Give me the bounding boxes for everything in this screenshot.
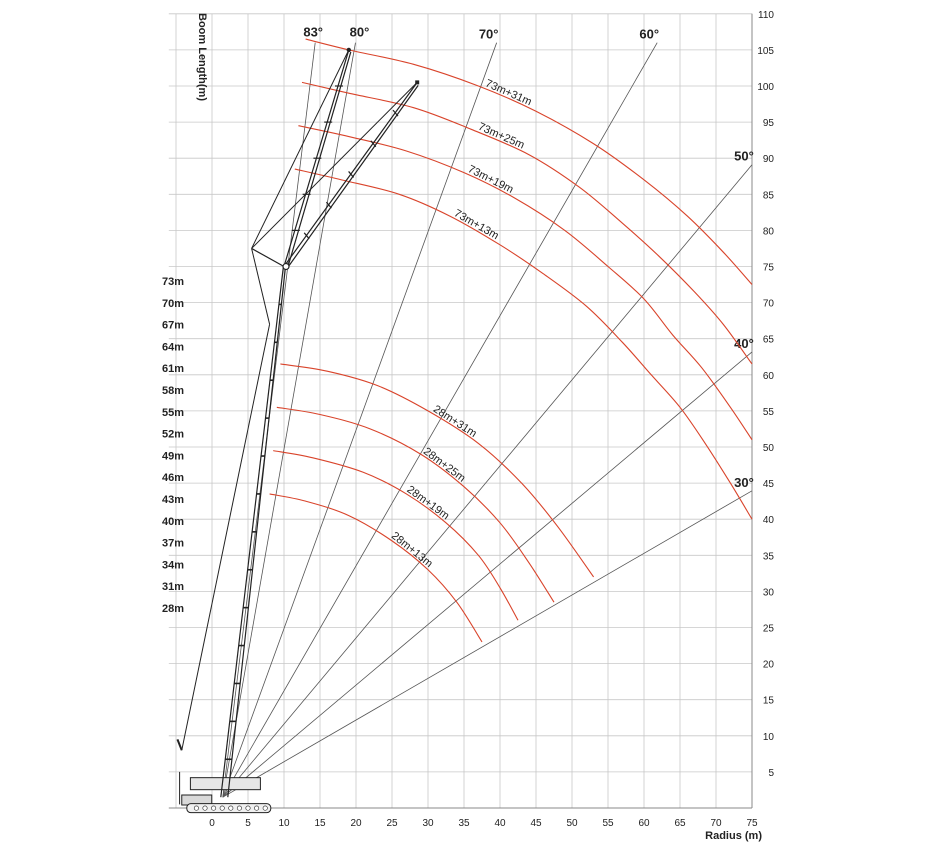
track-roller bbox=[194, 806, 198, 810]
boom-length-label: 58m bbox=[162, 385, 185, 397]
y-tick-label: 30 bbox=[762, 587, 774, 599]
boom-length-label: 40m bbox=[162, 515, 185, 528]
angle-line bbox=[223, 352, 752, 797]
angle-line bbox=[223, 43, 356, 797]
curve-label: 28m+19m bbox=[404, 483, 452, 523]
x-tick-label: 70 bbox=[710, 818, 722, 829]
boom-length-label: 28m bbox=[162, 603, 185, 615]
angle-label: 83° bbox=[303, 24, 324, 40]
track-roller bbox=[229, 806, 233, 810]
y-tick-label: 95 bbox=[762, 118, 774, 130]
y-tick-label: 15 bbox=[762, 695, 774, 707]
jib-80-stay bbox=[252, 50, 349, 249]
x-tick-label: 65 bbox=[674, 818, 686, 829]
angle-label: 40° bbox=[734, 335, 754, 351]
y-tick-label: 35 bbox=[762, 551, 774, 563]
curve-label: 28m+13m bbox=[388, 529, 435, 571]
x-tick-label: 40 bbox=[494, 818, 506, 829]
angle-label: 80° bbox=[349, 24, 370, 40]
angle-label: 30° bbox=[734, 474, 754, 490]
x-tick-label: 5 bbox=[245, 818, 251, 829]
track-roller bbox=[263, 806, 267, 810]
crane-drawing bbox=[177, 48, 419, 813]
short-jib-curve bbox=[270, 494, 482, 642]
x-tick-label: 10 bbox=[278, 818, 290, 829]
x-tick-label: 75 bbox=[746, 818, 758, 829]
boom-length-label: 49m bbox=[162, 450, 185, 463]
y-tick-label: 25 bbox=[762, 623, 774, 635]
track-roller bbox=[237, 806, 241, 810]
x-tick-label: 15 bbox=[314, 818, 326, 829]
y-tick-label: 55 bbox=[762, 406, 774, 418]
track-roller bbox=[220, 806, 224, 810]
y-axis-label: Boom Length(m) bbox=[196, 13, 208, 101]
y-tick-label: 10 bbox=[762, 731, 774, 743]
y-tick-label: 5 bbox=[768, 767, 774, 779]
angle-line bbox=[223, 491, 752, 797]
y-tick-label: 105 bbox=[757, 45, 774, 57]
boom-length-label: 46m bbox=[162, 472, 185, 485]
y-tick-label: 45 bbox=[762, 479, 774, 491]
y-tick-label: 80 bbox=[762, 226, 774, 238]
boom-length-label: 31m bbox=[162, 581, 185, 594]
y-tick-label: 90 bbox=[762, 154, 774, 166]
x-tick-label: 55 bbox=[602, 818, 614, 829]
x-tick-label: 0 bbox=[209, 818, 215, 829]
angle-line bbox=[223, 165, 752, 797]
curve-label: 73m+19m bbox=[465, 163, 516, 196]
angle-label: 70° bbox=[478, 26, 499, 42]
grid bbox=[169, 10, 775, 829]
fixed-jib-curve bbox=[298, 126, 752, 440]
boom-length-label: 70m bbox=[162, 297, 185, 310]
y-tick-label: 75 bbox=[762, 262, 774, 274]
x-tick-label: 35 bbox=[458, 818, 470, 829]
short-jib-curve bbox=[280, 364, 593, 577]
boom-length-label: 52m bbox=[162, 428, 185, 441]
x-tick-label: 45 bbox=[530, 818, 542, 829]
track-roller bbox=[203, 806, 207, 810]
curve-label: 73m+13m bbox=[451, 207, 501, 243]
y-tick-label: 85 bbox=[762, 190, 774, 202]
track-roller bbox=[254, 806, 258, 810]
curve-label: 73m+25m bbox=[476, 120, 527, 152]
y-tick-label: 100 bbox=[757, 82, 774, 93]
y-tick-label: 65 bbox=[762, 334, 774, 346]
fixed-jib-curve bbox=[302, 82, 752, 364]
fixed-jib-curve bbox=[295, 169, 752, 519]
track-roller bbox=[246, 806, 250, 810]
boom-length-label: 73m bbox=[162, 276, 185, 288]
boom-length-label: 34m bbox=[162, 559, 185, 572]
crane-counterweight bbox=[190, 778, 260, 790]
y-tick-label: 60 bbox=[762, 370, 774, 382]
jib-strut-stay bbox=[252, 248, 270, 324]
x-axis-label: Radius (m) bbox=[705, 830, 762, 842]
y-tick-label: 70 bbox=[762, 298, 774, 310]
x-tick-label: 30 bbox=[422, 818, 434, 829]
x-tick-label: 25 bbox=[386, 818, 398, 829]
y-tick-label: 50 bbox=[762, 443, 774, 454]
boom-length-label: 37m bbox=[162, 537, 185, 550]
track-roller bbox=[211, 806, 215, 810]
jib-80 bbox=[288, 52, 351, 267]
boom-length-label: 55m bbox=[162, 406, 185, 419]
x-tick-label: 20 bbox=[350, 818, 362, 829]
angle-line bbox=[223, 43, 657, 797]
y-tick-label: 110 bbox=[758, 9, 774, 21]
curve-label: 73m+31m bbox=[483, 77, 534, 109]
angle-label: 50° bbox=[734, 148, 754, 164]
jib-80-tip bbox=[347, 48, 351, 52]
boom-length-label: 61m bbox=[162, 363, 185, 376]
boom-tip-sheave bbox=[283, 264, 289, 270]
x-tick-label: 50 bbox=[566, 818, 578, 829]
y-tick-label: 20 bbox=[762, 659, 774, 671]
boom-length-label: 43m bbox=[162, 494, 185, 506]
boom-length-label: 64m bbox=[162, 341, 185, 354]
x-tick-label: 60 bbox=[638, 818, 650, 829]
jib-73-tip bbox=[415, 80, 419, 84]
angle-label: 60° bbox=[639, 26, 660, 42]
fixed-jib-curve bbox=[306, 39, 752, 284]
jib-strut bbox=[252, 248, 284, 266]
curve-label: 28m+25m bbox=[420, 445, 468, 485]
curve-label: 28m+31m bbox=[430, 403, 479, 441]
boom-length-label: 67m bbox=[162, 319, 185, 332]
pendant-fitting bbox=[177, 739, 181, 750]
y-tick-label: 40 bbox=[762, 515, 774, 527]
